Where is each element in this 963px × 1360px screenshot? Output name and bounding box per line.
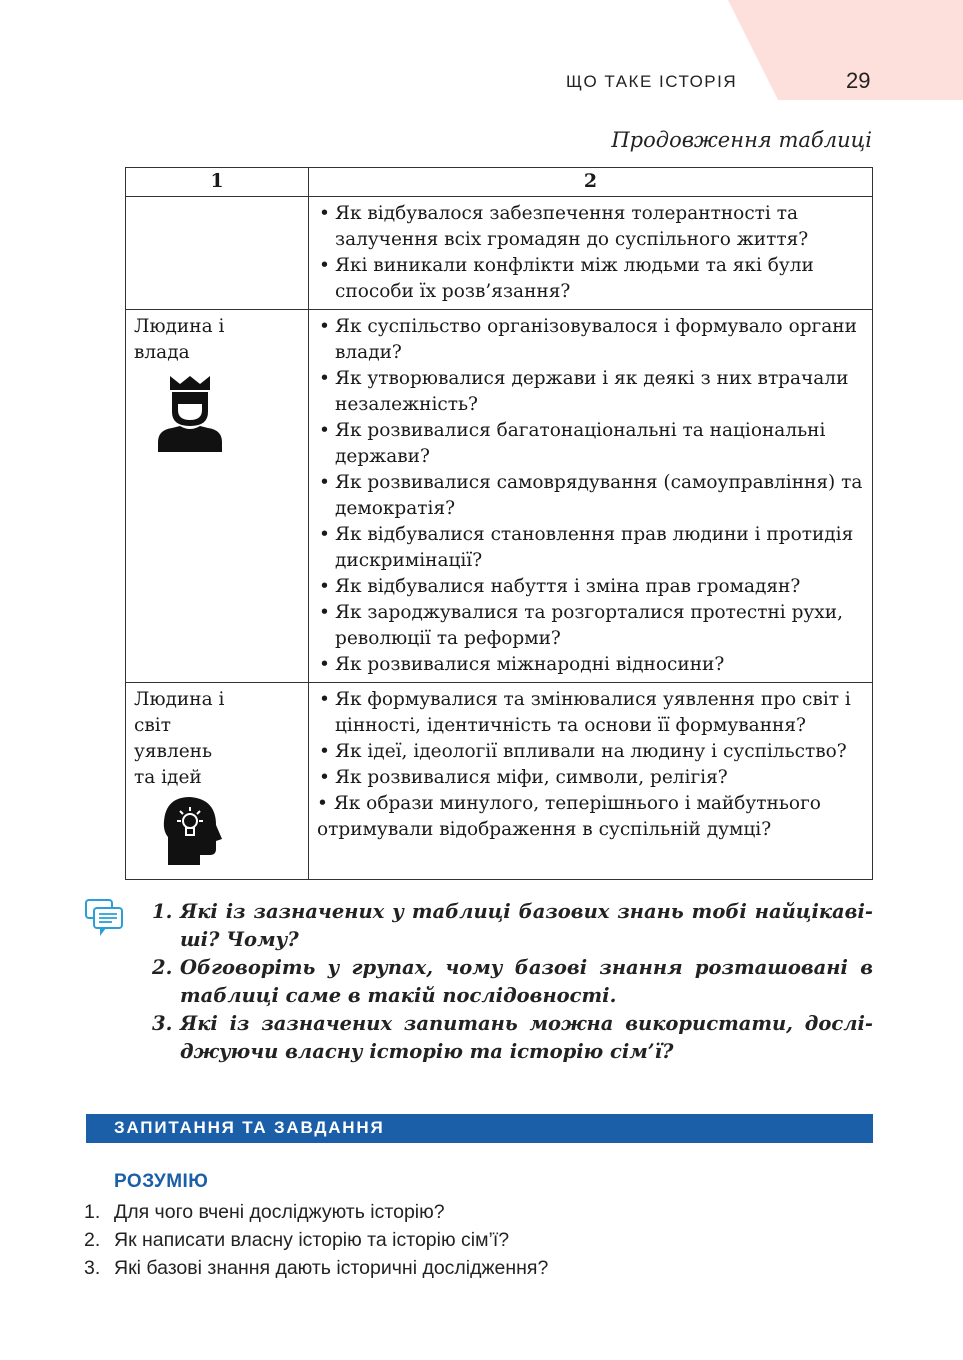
discussion-questions (152, 898, 873, 1066)
item-number: 1. (152, 900, 173, 923)
question-text: Як утворювалися держави і як деякі з них втрачали незалежність? (335, 368, 849, 415)
topic-label: Людина і світ уявлень та ідей (134, 689, 225, 788)
bullet-icon: • (319, 602, 330, 623)
bullet-icon: • (319, 368, 330, 389)
section-title: ЗАПИТАННЯ ТА ЗАВДАННЯ (114, 1118, 385, 1137)
list-item (317, 739, 864, 765)
questions-cell (309, 683, 873, 880)
question-text: Як відбувалися становлення прав людини і протидія дискримінації? (335, 524, 854, 571)
crowned-person-icon (158, 376, 300, 460)
bullet-icon: • (319, 689, 330, 710)
bullet-icon: • (319, 203, 330, 224)
topic-cell (126, 683, 309, 880)
question-text: Як образи минулого, теперішнього і майбутнього отримували відображення в суспільній думці? (317, 793, 821, 840)
item-text: Обговоріть у групах, чому базові знання розташовані в таблиці саме в такій послідовності. (180, 956, 873, 1007)
task-list (84, 1198, 548, 1282)
item-text: Які базові знання дають історичні дослідження? (114, 1257, 549, 1279)
page-number: 29 (846, 68, 871, 93)
bullet-icon: • (317, 793, 334, 814)
question-text: Як відбувалися набуття і зміна прав громадян? (335, 576, 801, 597)
table-row (126, 683, 873, 880)
list-item (317, 791, 864, 843)
column-header: 1 (126, 168, 309, 197)
list-item (317, 574, 864, 600)
bullet-icon: • (319, 472, 330, 493)
question-text: Як розвивалися міжнародні відносини? (335, 654, 725, 675)
list-item (317, 253, 864, 305)
list-item (152, 954, 873, 1010)
question-text: Як розвивалися самоврядування (самоуправління) та демократія? (335, 472, 863, 519)
chat-bubbles-icon (84, 898, 126, 940)
item-number: 3. (152, 1012, 173, 1035)
list-item (317, 366, 864, 418)
table-continuation-label: Продовження таблиці (611, 128, 872, 152)
question-text: Які виникали конфлікти між людьми та які були способи їх розв’язання? (335, 255, 814, 302)
item-text: Для чого вчені досліджують історію? (114, 1201, 445, 1223)
list-item (317, 201, 864, 253)
question-text: Як розвивалися міфи, символи, релігія? (335, 767, 728, 788)
list-item (84, 1226, 548, 1254)
running-title: ЩО ТАКЕ ІСТОРІЯ (566, 72, 738, 91)
topic-label: Людина і влада (134, 316, 225, 363)
question-text: Як ідеї, ідеології впливали на людину і суспільство? (335, 741, 847, 762)
page-corner-decoration (0, 0, 963, 100)
bullet-icon: • (319, 524, 330, 545)
question-text: Як суспільство організовувалося і формувало органи влади? (335, 316, 857, 363)
subheading: РОЗУМІЮ (114, 1171, 209, 1192)
list-item (152, 898, 873, 954)
topic-cell (126, 197, 309, 310)
table-row (126, 310, 873, 683)
bullet-icon: • (319, 576, 330, 597)
item-text: Які із зазначених запитань можна використати, досліджуючи власну історію та історію сім’ї? (180, 1012, 873, 1063)
list-item (152, 1010, 873, 1066)
question-text: Як зароджувалися та розгорталися протестні рухи, революції та реформи? (335, 602, 843, 649)
list-item (317, 522, 864, 574)
question-text: Як формувалися та змінювалися уявлення про світ і цінності, ідентичність та основи її формування? (335, 689, 851, 736)
item-number: 2. (84, 1229, 101, 1251)
item-text: Як написати власну історію та історію сім’ї? (114, 1229, 510, 1251)
item-number: 3. (84, 1257, 101, 1279)
list-item (317, 765, 864, 791)
list-item (317, 652, 864, 678)
bullet-icon: • (319, 741, 330, 762)
bullet-icon: • (319, 654, 330, 675)
list-item (317, 600, 864, 652)
table-header-row (126, 168, 873, 197)
questions-cell (309, 197, 873, 310)
item-number: 2. (152, 956, 173, 979)
list-item (84, 1198, 548, 1226)
section-title-bar (86, 1114, 873, 1143)
bullet-icon: • (319, 420, 330, 441)
list-item (317, 314, 864, 366)
column-header: 2 (309, 168, 873, 197)
list-item (317, 687, 864, 739)
question-text: Як відбувалося забезпечення толерантності та залучення всіх громадян до суспільного життя? (335, 203, 809, 250)
knowledge-table (125, 167, 873, 880)
list-item (317, 418, 864, 470)
bullet-icon: • (319, 316, 330, 337)
list-item (317, 470, 864, 522)
question-text: Як розвивалися багатонаціональні та національні держави? (335, 420, 826, 467)
table-row (126, 197, 873, 310)
list-item (84, 1254, 548, 1282)
bullet-icon: • (319, 767, 330, 788)
item-text: Які із зазначених у таблиці базових знань тобі найцікавіші? Чому? (180, 900, 873, 951)
topic-cell (126, 310, 309, 683)
item-number: 1. (84, 1201, 101, 1223)
bullet-icon: • (319, 255, 330, 276)
head-lightbulb-icon (160, 795, 300, 875)
questions-cell (309, 310, 873, 683)
